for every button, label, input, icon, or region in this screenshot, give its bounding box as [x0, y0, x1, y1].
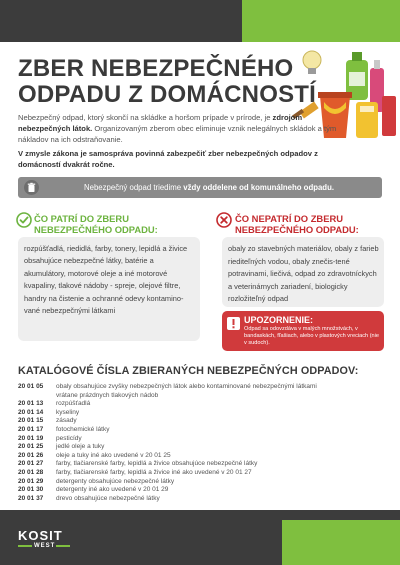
banner-text: [44, 177, 374, 198]
catalog-code: 20 01 29: [18, 477, 44, 485]
intro-law-paragraph: V zmysle zákona je samosprávа povinná zabezpečiť zber nebezpečných odpadov z domácností dvakrát ročne.: [18, 148, 318, 169]
belongs-list-text: rozpúšťadlá, riedidlá, farby, tonery, lepidlá a živice obsahujúce nebezpečné látky, batérie a akumulátory, motorové oleje a iné motorové kvapaliny, tlakové nádoby - spreje, olejové filtre, handry na čistenie a ochranné odevy kontamino-vané nebezpečnými látkami: [24, 244, 188, 316]
logo-line-right: [56, 545, 70, 547]
separation-banner: [18, 177, 382, 198]
catalog-code: 20 01 14: [18, 408, 44, 416]
catalog-description: pesticídy: [56, 434, 82, 442]
catalog-row: [18, 452, 388, 461]
catalog-description: farby, tlačiarenské farby, lepidlá a živice iné ako uvedené v 20 01 27: [56, 468, 252, 476]
catalog-code: 20 01 27: [18, 460, 44, 468]
trash-bin-icon: [24, 180, 39, 195]
intro-text-bold: zdrojom nebezpečných látok.: [18, 113, 303, 134]
catalog-row: [18, 469, 388, 478]
catalog-description: kyseliny: [56, 408, 80, 416]
catalog-code: 20 01 26: [18, 451, 44, 459]
catalog-row: [18, 435, 388, 444]
not-belongs-heading-line2: NEBEZPEČNÉHO ODPADU:: [235, 224, 359, 235]
kosit-logo-sub: WEST: [34, 543, 56, 549]
top-bar-dark: [0, 0, 242, 42]
kosit-logo: KOSIT: [18, 528, 63, 543]
catalog-description: oleje a tuky iné ako uvedené v 20 01 25: [56, 451, 171, 459]
warning-text: Odpad sa odovzdáva v malých množstvách, v bandaskách, fľašiach, alebo v plastových vreciach (nie v sudoch).: [244, 326, 380, 347]
catalog-description: vrátane prázdnych tlakových nádob: [56, 391, 159, 399]
catalog-code: 20 01 05: [18, 383, 44, 390]
banner-text-bold: vždy oddelene od komunálneho odpadu.: [183, 183, 334, 192]
catalog-description: fotochemické látky: [56, 425, 110, 433]
catalog-title: KATALÓGOVÉ ČÍSLA ZBIERANÝCH NEBEZPEČNÝCH ODPADOV:: [18, 365, 359, 377]
catalog-description: farby, tlačiarenské farby, lepidlá a živice obsahujúce nebezpečné látky: [56, 460, 258, 468]
page-title-line1: ZBER NEBEZPEČNÉHO: [18, 55, 294, 82]
catalog-description: zásady: [56, 417, 77, 425]
catalog-row: [18, 495, 388, 504]
warning-title: UPOZORNENIE:: [244, 315, 314, 325]
catalog-description: drevo obsahujúce nebezpečné látky: [56, 494, 160, 502]
top-bar: [0, 0, 400, 42]
catalog-description: obaly obsahujúce zvyšky nebezpečných látok alebo kontaminované nebezpečnými látkami: [56, 383, 317, 390]
catalog-row: [18, 400, 388, 409]
catalog-row: [18, 417, 388, 426]
not-belongs-heading-line1: ČO NEPATRÍ DO ZBERU: [235, 213, 343, 224]
not-belongs-list-text: obaly zo stavebných materiálov, obaly z farieb riediteľných vodou, obaly znečis-tené potravinami, liečivá, odpad zo zdravotníckych a veterinárnych zariadení, biologicky rozložiteľný odpad: [228, 244, 379, 304]
catalog-code: 20 01 37: [18, 494, 44, 502]
logo-line-left: [18, 545, 32, 547]
intro-text: [18, 112, 348, 170]
catalog-row: [18, 392, 388, 401]
cross-circle-icon: [216, 212, 232, 228]
catalog-row: [18, 426, 388, 435]
belongs-heading-line1: ČO PATRÍ DO ZBERU: [34, 213, 129, 224]
belongs-list-box: [18, 237, 200, 341]
catalog-code: 20 01 17: [18, 425, 44, 433]
catalog-row: [18, 486, 388, 495]
catalog-code: 20 01 19: [18, 434, 44, 442]
top-bar-green: [242, 0, 400, 42]
catalog-description: detergenty obsahujúce nebezpečné látky: [56, 477, 175, 485]
catalog-row: [18, 460, 388, 469]
catalog-code: [18, 392, 56, 401]
not-belongs-list-box: [222, 237, 384, 307]
intro-text-a: Nebezpečný odpad, ktorý skončí na skládke a horšom prípade v prírode, je: [18, 113, 273, 122]
catalog-description: detergenty iné ako uvedené v 20 01 29: [56, 486, 169, 494]
intro-paragraph: [18, 112, 348, 146]
catalog-row: [18, 478, 388, 487]
intro-text-c: Organizovaným zberom obec eliminuje vznik nelegálnych skládok a tým nákladov na ich odstraňovanie.: [18, 124, 337, 145]
catalog-description: rozpúšťadlá: [56, 400, 91, 408]
catalog-code: 20 01 25: [18, 443, 44, 451]
belongs-heading-line2: NEBEZPEČNÉHO ODPADU:: [34, 224, 158, 235]
catalog-code: 20 01 30: [18, 486, 44, 494]
catalog-description: jedlé oleje a tuky: [56, 443, 105, 451]
catalog-code: 20 01 28: [18, 468, 44, 476]
footer-green-accent: [282, 520, 400, 565]
banner-text-a: Nebezpečný odpad triedime: [83, 183, 184, 192]
catalog-row: [18, 409, 388, 418]
exclamation-icon: [227, 317, 240, 330]
belongs-heading: [34, 213, 194, 235]
catalog-row: [18, 443, 388, 452]
warning-box: [222, 311, 384, 351]
page-title: [18, 56, 318, 108]
check-circle-icon: [16, 212, 32, 228]
catalog-code: 20 01 13: [18, 400, 44, 408]
catalog-row: [18, 383, 388, 392]
catalog-code: 20 01 15: [18, 417, 44, 425]
not-belongs-heading: [235, 213, 385, 235]
catalog-list: [18, 383, 388, 503]
page-title-line2: ODPADU Z DOMÁCNOSTÍ: [18, 81, 317, 108]
